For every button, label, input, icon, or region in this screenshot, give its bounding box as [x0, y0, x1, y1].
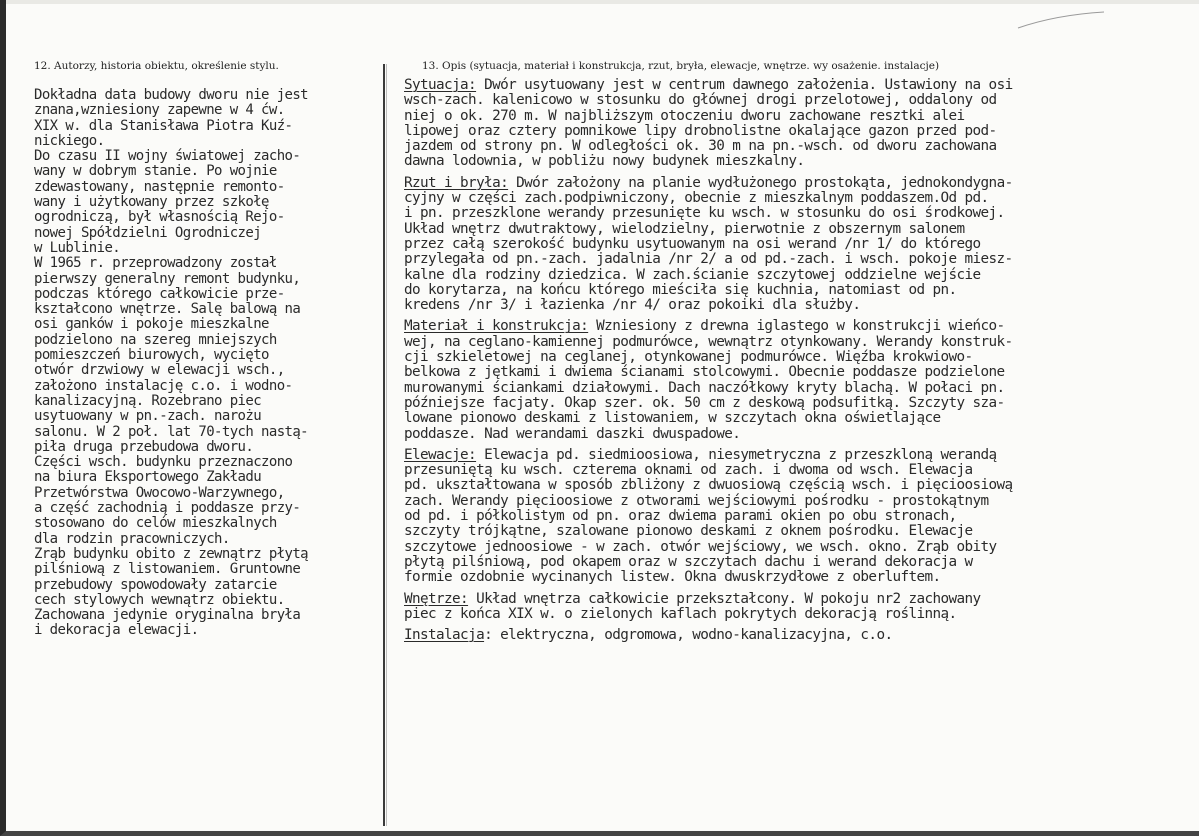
section-header-description: 13. Opis (sytuacja, materiał i konstrukcja, rzut, bryła, elewacje, wnętrze. wy osażenie. instalacje)	[422, 60, 940, 72]
history-text: Dokładna data budowy dworu nie jest znana,wzniesiony zapewne w 4 ćw. XIX w. dla Stanisława Piotra Kuź- nickiego. Do czasu II wojny światowej zacho- wany w dobrym stanie. Po wojnie zdewastowany, następnie remonto- wany i użytkowany przez szkołę ogrodniczą, był własnością Rejo- nowej Spółdzielni Ogrodniczej w Lublinie. W 1965 r. przeprowadzony został pierwszy generalny remont budynku, podczas którego całkowicie prze- kształcono wnętrze. Salę balową na osi ganków i pokoje mieszkalne podzielono na szereg mniejszych pomieszczeń biurowych, wycięto otwór drzwiowy w elewacji wsch., założono instalację c.o. i wodno- kanalizacyjną. Rozebrano piec usytuowany w pn.-zach. narożu salonu. W 2 poł. lat 70-tych nastą- piła druga przebudowa dworu. Części wsch. budynku przeznaczono na biura Eksportowego Zakładu Przetwórstwa Owocowo-Warzywnego, a część zachodnią i poddasze przy- stosowano do celów mieszkalnych dla rodzin pracowniczych. Zrąb budynku obito z zewnątrz płytą pilśniową z listowaniem. Gruntowne przebudowy spowodowały zatarcie cech stylowych wewnątrz obiektu. Zachowana jedynie oryginalna bryła i dekoracja elewacji.	[34, 87, 309, 639]
section-elevations	[404, 448, 1013, 586]
label-material-construction: Materiał i konstrukcja:	[404, 318, 589, 335]
section-material-construction	[404, 319, 1013, 441]
label-interior: Wnętrze:	[404, 590, 469, 607]
column-divider	[383, 64, 385, 826]
card-top-edge	[6, 0, 1199, 4]
label-elevations: Elewacje:	[404, 446, 477, 463]
text-installations: : elektryczna, odgromowa, wodno-kanalizacyjna, c.o.	[484, 627, 893, 644]
description-text	[404, 78, 1013, 643]
label-situation: Sytuacja:	[404, 77, 477, 93]
text-material-construction: Wzniesiony z drewna iglastego w konstrukcji wieńco- wej, na ceglano-kamiennej podmurówce, wewnątrz otynkowany. Werandy konstruk- cji szkieletowej na ceglanej, otynkowanej podmurówce. Więźba krokwiowo- belkowa z jętkami i dwiema ścianami stolcowymi. Obecnie poddasze podzielone murowanymi ściankami działowymi. Dach naczółkowy kryty blachą. W połaci pn. późniejsze facjaty. Okap szer. ok. 50 cm z deskową podsufitką. Szczyty sza- lowane pionowo deskami z listowaniem, w szczytach okna oświetlające poddasze. Nad werandami daszki dwuspadowe.	[404, 318, 1013, 442]
section-interior	[404, 592, 1013, 623]
text-interior: Układ wnętrza całkowicie przekształcony. W pokoju nr2 zachowany piec z końca XIX w. o zielonych kaflach pokrytych dekoracją roślinną.	[404, 590, 981, 622]
label-plan-massing: Rzut i bryła:	[404, 174, 509, 191]
text-plan-massing: Dwór założony na planie wydłużonego prostokąta, jednokondygna- cyjny w części zach.podpiwniczony, obecnie z mieszkalnym poddaszem.Od pd. i pn. przeszklone werandy przesunięte ku wsch. w stosunku do osi środkowej. Układ wnętrz dwutraktowy, wielodzielny, pierwotnie z obszernym salonem przez całą szerokość budynku usytuowanym na osi werand /nr 1/ do którego przylegała od pn.-zach. jadalnia /nr 2/ a od pd.-zach. i wsch. pokoje miesz- kalne dla rodziny dziedzica. W zach.ścianie szczytowej oddzielne wejście do korytarza, na końcu którego mieściła się kuchnia, natomiast od pn. kredens /nr 3/ i łazienka /nr 4/ oraz pokoiki dla służby.	[404, 174, 1013, 314]
text-elevations: Elewacja pd. siedmioosiowa, niesymetryczna z przeszkloną werandą przesuniętą ku wsch. czterema oknami od zach. i dwoma od wsch. Elewacja pd. ukształtowana w sposób zbliżony z dwuosiową częścią wsch. i pięcioosiową zach. Werandy pięcioosiowe z otworami wejściowymi pośrodku - prostokątnym od pd. i półkolistym od pn. oraz dwiema parami okien po obu stronach, szczyty trójkątne, szalowane pionowo deskami z oknem pośrodku. Elewacje szczytowe jednoosiowe - w zach. otwór wejściowy, we wsch. okno. Zrąb obity płytą pilśniową, pod okapem oraz w szczytach dachu i werand dekoracja w formie ozdobnie wycinanych listew. Okna dwuskrzydłowe z oberluftem.	[404, 446, 1013, 586]
section-header-authors-history: 12. Autorzy, historia obiektu, określenie stylu.	[34, 60, 279, 72]
section-situation	[404, 78, 1013, 170]
column-divider-shadow	[386, 64, 387, 826]
label-installations: Instalacja	[404, 627, 485, 644]
text-situation: Dwór usytuowany jest w centrum dawnego założenia. Ustawiony na osi wsch-zach. kalenicowo w stosunku do głównej drogi przelotowej, oddalony od niej o ok. 270 m. W najbliższym otoczeniu dworu zachowane resztki alei lipowej oraz cztery pomnikowe lipy drobnolistne okalające gazon przed pod- jazdem od strony pn. W odległości ok. 30 m na pn.-wsch. od dworu zachowana dawna lodownia, w pobliżu nowy budynek mieszkalny.	[404, 77, 1013, 170]
section-installations	[404, 628, 1013, 643]
section-plan-massing	[404, 176, 1013, 314]
pen-stroke-mark	[1016, 8, 1106, 32]
